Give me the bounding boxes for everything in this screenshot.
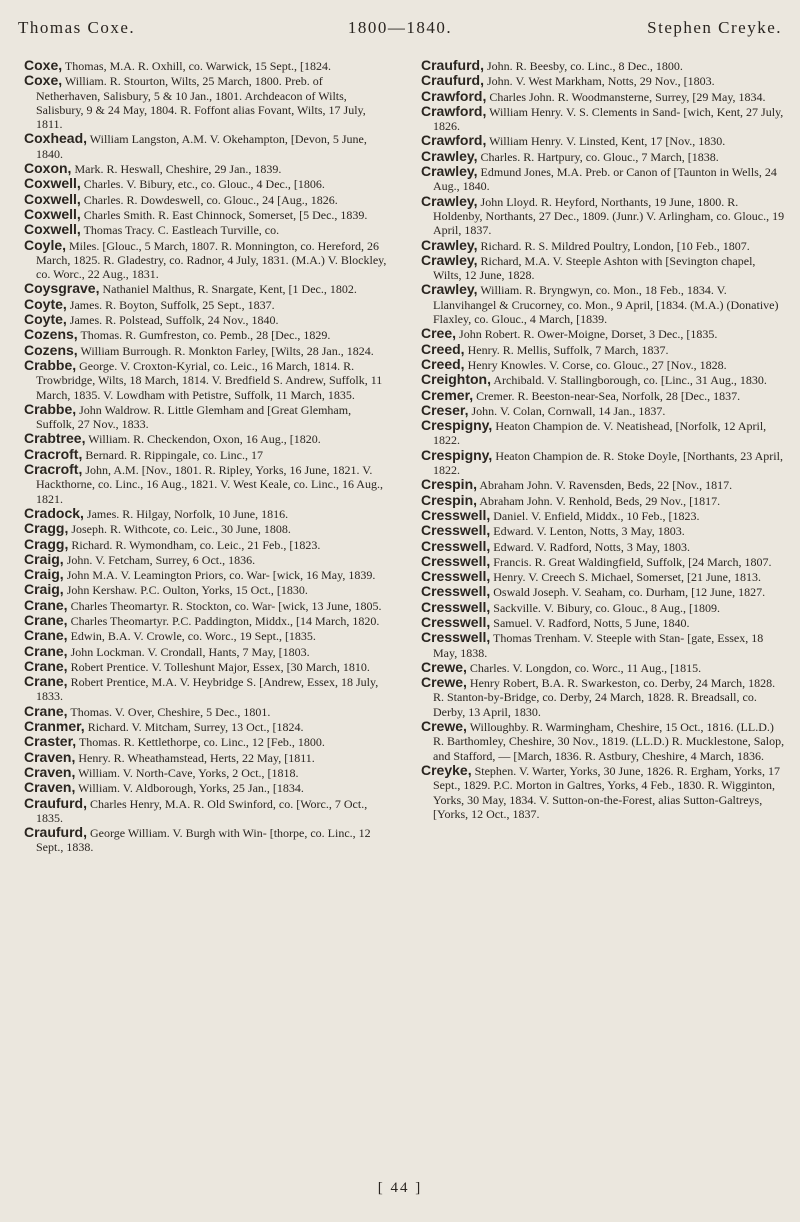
header-center: 1800—1840. — [347, 18, 453, 37]
entry-text: John Kershaw. P.C. Oulton, Yorks, 15 Oct., [1830. — [63, 583, 308, 598]
entry-text: Mark. R. Heswall, Cheshire, 29 Jan., 1839. — [71, 162, 282, 177]
entry-name: Coxe, — [24, 57, 63, 73]
entry-name: Cresswell, — [421, 522, 491, 539]
entry-name: Crawley, — [421, 281, 478, 298]
entry-name: Craig, — [24, 581, 64, 598]
entry-text: Joseph. R. Withcote, co. Leic., 30 June, 1808. — [68, 522, 291, 537]
entry-text: William. V. Aldborough, Yorks, 25 Jan., [1834. — [75, 781, 304, 796]
entry — [24, 447, 388, 462]
entry-text: Henry Robert, B.A. R. Swarkeston, co. Derby, 24 March, 1828. R. Stanton-by-Bridge, co. Derby, 24 March, 1828. R. Breadsall, co. Derby, 13 April, 1830. — [433, 676, 776, 719]
entry-text: William. V. North-Cave, Yorks, 2 Oct., [1818. — [75, 765, 299, 780]
entry-text: James. R. Hilgay, Norfolk, 10 June, 1816. — [83, 506, 289, 521]
entry-name: Crawley, — [421, 147, 478, 164]
entry-text: James. R. Polstead, Suffolk, 24 Nov., 1840. — [66, 313, 279, 328]
entry-name: Crane, — [24, 642, 68, 659]
entry-name: Crawford, — [421, 132, 487, 149]
entry-text: William. R. Bryngwyn, co. Mon., 18 Feb., 1834. V. Llanvihangel & Crucorney, co. Mon., 9 April, [1834. (M.A.) (Donative) Flaxley, co. Glouc., 4 March, [1839. — [433, 283, 779, 327]
entry-name: Crane, — [24, 611, 68, 628]
entry-text: Charles. V. Bibury, etc., co. Glouc., 4 Dec., [1806. — [80, 177, 325, 192]
entry-name: Craufurd, — [421, 72, 484, 89]
entry — [421, 763, 785, 821]
entry-name: Cracroft, — [24, 461, 83, 478]
entry-name: Creighton, — [421, 371, 491, 388]
entry — [421, 477, 785, 492]
entry-name: Cresswell, — [421, 537, 491, 554]
entry-name: Cresswell, — [421, 598, 491, 615]
entry-name: Craster, — [24, 733, 77, 750]
entry — [24, 462, 388, 506]
entry-text: John Lockman. V. Crondall, Hants, 7 May, [1803. — [67, 644, 310, 659]
entry-name: Craig, — [24, 566, 64, 583]
entry-text: Richard. V. Mitcham, Surrey, 13 Oct., [1824. — [84, 720, 304, 735]
entry-text: John. V. West Markham, Notts, 29 Nov., [1803. — [484, 74, 715, 89]
entry-text: John. R. Beesby, co. Linc., 8 Dec., 1800. — [484, 59, 683, 73]
entry-text: Oswald Joseph. V. Seaham, co. Durham, [12 June, 1827. — [490, 585, 766, 600]
entry-name: Crabtree, — [24, 430, 86, 447]
entry-name: Crabbe, — [24, 400, 77, 417]
entry — [421, 149, 785, 164]
entry-name: Craven, — [24, 763, 76, 780]
entry-text: Archibald. V. Stallingborough, co. [Linc., 31 Aug., 1830. — [491, 373, 767, 388]
entry-text: Francis. R. Great Waldingfield, Suffolk, [24 March, 1807. — [490, 554, 772, 569]
entry-name: Craufurd, — [24, 824, 87, 841]
entry — [24, 796, 388, 826]
entry-text: Henry. V. Creech S. Michael, Somerset, [21 June, 1813. — [490, 570, 761, 585]
entry — [421, 403, 785, 418]
entry-text: Edward. V. Lenton, Notts, 3 May, 1803. — [490, 524, 685, 539]
entry-text: Charles Theomartyr. R. Stockton, co. War- [wick, 13 June, 1805. — [67, 598, 382, 613]
entry — [24, 598, 388, 613]
entry-text: Charles Smith. R. East Chinnock, Somerset, [5 Dec., 1839. — [80, 207, 368, 222]
entry-text: Charles. R. Hartpury, co. Glouc., 7 March, [1838. — [477, 149, 719, 164]
entry-name: Coxe, — [24, 72, 63, 89]
entry-name: Cozens, — [24, 326, 78, 343]
entry — [24, 327, 388, 342]
entry-name: Crawley, — [421, 251, 478, 268]
entry — [24, 674, 388, 704]
entry-text: Charles. R. Dowdeswell, co. Glouc., 24 [Aug., 1826. — [80, 192, 338, 207]
left-column — [24, 58, 388, 855]
entry — [24, 506, 388, 521]
entry-text: Thomas, M.A. R. Oxhill, co. Warwick, 15 Sept., [1824. — [62, 59, 332, 73]
entry-name: Cozens, — [24, 341, 78, 358]
entry-text: Richard, M.A. V. Steeple Ashton with [Sevington chapel, Wilts, 12 June, 1828. — [433, 253, 756, 283]
entry-name: Craufurd, — [24, 794, 87, 811]
entry-name: Craufurd, — [421, 57, 484, 73]
entry-text: George William. V. Burgh with Win- [thorpe, co. Linc., 12 Sept., 1838. — [36, 826, 371, 855]
entry-text: Thomas. R. Gumfreston, co. Pemb., 28 [Dec., 1829. — [77, 328, 331, 343]
entry-text: Samuel. V. Radford, Notts, 5 June, 1840. — [490, 615, 690, 630]
entry — [24, 358, 388, 402]
entry-text: Abraham John. V. Renhold, Beds, 29 Nov., [1817. — [477, 493, 721, 508]
entry — [24, 297, 388, 312]
entry — [24, 750, 388, 765]
entry — [24, 281, 388, 296]
entry-text: Richard. R. S. Mildred Poultry, London, [10 Feb., 1807. — [477, 238, 750, 253]
entry-text: Heaton Champion de. R. Stoke Doyle, [Northants, 23 April, 1822. — [433, 448, 783, 478]
entry — [421, 630, 785, 660]
entry-name: Crane, — [24, 673, 68, 690]
entry — [24, 659, 388, 674]
entry-name: Creed, — [421, 340, 465, 357]
entry-text: Robert Prentice. V. Tolleshunt Major, Essex, [30 March, 1810. — [67, 659, 370, 674]
entry-name: Crawley, — [421, 163, 478, 180]
entry-name: Coxwell, — [24, 221, 81, 238]
entry-text: Miles. [Glouc., 5 March, 1807. R. Monnington, co. Hereford, 26 March, 1825. R. Gladestry, co. Radnor, 4 July, 1831. (M.A.) V. Blockley, co. Worc., 22 Aug., 1831. — [36, 238, 387, 282]
entry-text: Henry. R. Wheathamstead, Herts, 22 May, [1811. — [75, 750, 315, 765]
entry — [421, 675, 785, 719]
entry-text: John. V. Fetcham, Surrey, 6 Oct., 1836. — [63, 552, 256, 567]
entry-name: Cragg, — [24, 535, 69, 552]
entry — [24, 825, 388, 855]
entry — [24, 582, 388, 597]
entry-text: John Robert. R. Ower-Moigne, Dorset, 3 Dec., [1835. — [456, 327, 718, 342]
entry-text: Edward. V. Radford, Notts, 3 May, 1803. — [490, 539, 691, 554]
entry — [24, 176, 388, 191]
entry — [24, 719, 388, 734]
entry-name: Craig, — [24, 550, 64, 567]
entry — [24, 537, 388, 552]
entry-name: Coxwell, — [24, 175, 81, 192]
entry — [24, 552, 388, 567]
entry — [421, 719, 785, 763]
entry — [421, 554, 785, 569]
entry-name: Coyle, — [24, 236, 67, 253]
entry-name: Crespigny, — [421, 417, 493, 434]
page-number: [ 44 ] — [377, 1180, 423, 1196]
entry-text: Thomas Trenham. V. Steeple with Stan- [gate, Essex, 18 May, 1838. — [433, 631, 764, 660]
entry-name: Cresswell, — [421, 568, 491, 585]
entry — [421, 164, 785, 194]
entry — [421, 539, 785, 554]
entry-text: Thomas. R. Kettlethorpe, co. Linc., 12 [Feb., 1800. — [76, 735, 325, 750]
header-left: Thomas Coxe. — [18, 18, 136, 37]
entry-name: Crabbe, — [24, 356, 77, 373]
entry-name: Creser, — [421, 401, 469, 418]
entry — [421, 615, 785, 630]
entry-text: William Henry. V. Linsted, Kent, 17 [Nov., 1830. — [486, 134, 726, 149]
entry-name: Cradock, — [24, 504, 84, 521]
header-right: Stephen Creyke. — [647, 18, 782, 37]
entry-name: Crane, — [24, 596, 68, 613]
entry-text: Charles Theomartyr. P.C. Paddington, Middx., [14 March, 1820. — [67, 613, 380, 628]
entry-name: Coxon, — [24, 160, 72, 177]
entry-text: William Henry. V. S. Clements in Sand- [wich, Kent, 27 July, 1826. — [433, 104, 784, 134]
entry — [24, 343, 388, 358]
entry-name: Craven, — [24, 748, 76, 765]
entry-text: Daniel. V. Enfield, Middx., 10 Feb., [1823. — [490, 508, 700, 523]
entry-text: James. R. Boyton, Suffolk, 25 Sept., 1837. — [66, 297, 275, 312]
entry-name: Crane, — [24, 657, 68, 674]
entry-text: Charles John. R. Woodmansterne, Surrey, [29 May, 1834. — [486, 89, 766, 104]
entry — [421, 253, 785, 283]
entry-name: Cresswell, — [421, 583, 491, 600]
entry-name: Cracroft, — [24, 445, 83, 462]
entry — [421, 388, 785, 403]
entry-text: Cremer. R. Beeston-near-Sea, Norfolk, 28 [Dec., 1837. — [473, 388, 741, 403]
entry-text: Sackville. V. Bibury, co. Glouc., 8 Aug., [1809. — [490, 600, 721, 615]
entry-name: Cranmer, — [24, 718, 85, 735]
entry-text: Henry. R. Mellis, Suffolk, 7 March, 1837. — [464, 342, 669, 357]
entry-name: Coyte, — [24, 295, 67, 312]
entry-name: Coysgrave, — [24, 280, 100, 297]
entry — [24, 312, 388, 327]
entry-name: Craven, — [24, 779, 76, 796]
entry — [24, 58, 388, 73]
entry-name: Crawley, — [421, 192, 478, 209]
entry-text: William Burrough. R. Monkton Farley, [Wilts, 28 Jan., 1824. — [77, 343, 374, 358]
entry — [24, 73, 388, 131]
entry-name: Cresswell, — [421, 506, 491, 523]
entry-name: Creyke, — [421, 761, 472, 778]
running-head — [18, 18, 782, 48]
entry — [421, 73, 785, 88]
entry-text: Heaton Champion de. V. Neatishead, [Norfolk, 12 April, 1822. — [433, 419, 767, 448]
entry-name: Crespigny, — [421, 446, 493, 463]
entry-name: Cresswell, — [421, 629, 491, 646]
entry — [421, 448, 785, 478]
entry-text: Abraham John. V. Ravensden, Beds, 22 [Nov., 1817. — [477, 478, 733, 493]
entry-name: Coxwell, — [24, 205, 81, 222]
entry-name: Creed, — [421, 355, 465, 372]
entry-text: John, A.M. [Nov., 1801. R. Ripley, Yorks, 16 June, 1821. V. Hackthorne, co. Linc., 16 Aug., 1821. V. West Keale, co. Linc., 16 Aug., 1821. — [36, 463, 383, 506]
entry — [24, 567, 388, 582]
entry-text: George. V. Croxton-Kyrial, co. Leic., 16 March, 1814. R. Trowbridge, Wilts, 18 March, 1814. V. Bredfield S. Andrew, Suffolk, 11 March, 1835. V. Lowdham with Petistre, Suffolk, 11 March, 1835. — [36, 358, 383, 402]
entry-name: Cresswell, — [421, 552, 491, 569]
entry — [24, 161, 388, 176]
entry — [421, 372, 785, 387]
entry-text: Willoughby. R. Warmingham, Cheshire, 15 Oct., 1816. (LL.D.) R. Barthomley, Cheshire, 30 Nov., 1819. (LL.D.) R. Mucklestone, Salop, and Stafford, — [March, 1836. R. Astbury, Cheshire, 4 March, 1836. — [433, 720, 785, 763]
entry-name: Crane, — [24, 702, 68, 719]
entry — [24, 131, 388, 161]
entry — [421, 194, 785, 238]
entry-text: Thomas Tracy. C. Eastleach Turville, co. — [80, 223, 280, 238]
entry — [421, 523, 785, 538]
entry — [421, 660, 785, 675]
entry — [421, 282, 785, 326]
entry-text: Charles. V. Longdon, co. Worc., 11 Aug., [1815. — [466, 660, 702, 675]
entry — [24, 613, 388, 628]
entry-text: Edwin, B.A. V. Crowle, co. Worc., 19 Sept., [1835. — [67, 629, 316, 644]
entry-text: John Waldrow. R. Little Glemham and [Great Glemham, Suffolk, 27 Nov., 1833. — [36, 402, 352, 432]
entry — [421, 133, 785, 148]
entry — [24, 628, 388, 643]
entry — [421, 569, 785, 584]
entry-text: Stephen. V. Warter, Yorks, 30 June, 1826. R. Ergham, Yorks, 17 Sept., 1829. P.C. Morton in Galtres, Yorks, 4 Feb., 1830. R. Wigginton, Yorks, 30 May, 1834. V. Sutton-on-the-Forest, alias Sutton-Galtreys, [Yorks, 12 Oct., 1837. — [433, 763, 780, 821]
entry — [24, 704, 388, 719]
entry-text: Richard. R. Wymondham, co. Leic., 21 Feb., [1823. — [68, 537, 321, 552]
entry-name: Coxhead, — [24, 130, 88, 147]
entry-text: Nathaniel Malthus, R. Snargate, Kent, [1 Dec., 1802. — [99, 282, 357, 297]
entry — [421, 493, 785, 508]
entry-name: Coyte, — [24, 311, 67, 328]
entry — [421, 104, 785, 134]
entry — [421, 600, 785, 615]
entry-name: Crawford, — [421, 87, 487, 104]
entry-text: Charles Henry, M.A. R. Old Swinford, co. [Worc., 7 Oct., 1835. — [36, 796, 368, 825]
entry — [421, 342, 785, 357]
entry-name: Crespin, — [421, 476, 478, 493]
entry-text: John M.A. V. Leamington Priors, co. War- [wick, 16 May, 1839. — [63, 568, 376, 583]
entry-name: Crespin, — [421, 491, 478, 508]
entry — [24, 644, 388, 659]
entry-name: Crawley, — [421, 236, 478, 253]
entry-name: Cree, — [421, 325, 457, 342]
entry — [421, 357, 785, 372]
entry — [24, 207, 388, 222]
entry-text: William. R. Checkendon, Oxon, 16 Aug., [1820. — [85, 432, 321, 447]
entry-text: John. V. Colan, Cornwall, 14 Jan., 1837. — [468, 403, 666, 418]
entry — [24, 780, 388, 795]
entry-name: Crewe, — [421, 674, 467, 691]
entry-name: Cragg, — [24, 520, 69, 537]
entry — [421, 89, 785, 104]
entry-name: Coxwell, — [24, 190, 81, 207]
right-column — [421, 58, 785, 821]
entry — [421, 418, 785, 448]
entry-text: Bernard. R. Rippingale, co. Linc., 17 — [82, 447, 263, 462]
entry-name: Crane, — [24, 627, 68, 644]
entry-text: William. R. Stourton, Wilts, 25 March, 1800. Preb. of Netherhaven, Salisbury, 5 & 10 Jan., 1801. Archdeacon of Wilts, Salisbury, 9 & 24 May, 1804. R. Foffont alias Fovant, Wilts, 17 July, 1811. — [36, 74, 366, 132]
entry-text: John Lloyd. R. Heyford, Northants, 19 June, 1800. R. Holdenby, Northants, 27 Dec., 1809. (Junr.) V. Arlingham, co. Glouc., 19 April, 1837. — [433, 194, 785, 238]
entry-text: Thomas. V. Over, Cheshire, 5 Dec., 1801. — [67, 704, 271, 719]
entry — [24, 734, 388, 749]
entry-name: Crewe, — [421, 658, 467, 675]
entry — [421, 58, 785, 73]
entry — [24, 192, 388, 207]
entry — [421, 238, 785, 253]
entry — [24, 521, 388, 536]
entry-name: Crawford, — [421, 102, 487, 119]
entry — [421, 508, 785, 523]
entry — [24, 222, 388, 237]
entry — [24, 431, 388, 446]
entry-text: Edmund Jones, M.A. Preb. or Canon of [Taunton in Wells, 24 Aug., 1840. — [433, 165, 777, 194]
entry-text: Henry Knowles. V. Corse, co. Glouc., 27 [Nov., 1828. — [464, 357, 727, 372]
entry — [421, 584, 785, 599]
entry-text: Robert Prentice, M.A. V. Heybridge S. [Andrew, Essex, 18 July, 1833. — [36, 675, 379, 704]
entry-name: Cremer, — [421, 386, 474, 403]
entry — [421, 326, 785, 341]
entry-text: William Langston, A.M. V. Okehampton, [Devon, 5 June, 1840. — [36, 132, 367, 161]
entry — [24, 765, 388, 780]
entry-name: Crewe, — [421, 718, 467, 735]
entry — [24, 238, 388, 282]
entry-name: Cresswell, — [421, 613, 491, 630]
entry — [24, 402, 388, 432]
